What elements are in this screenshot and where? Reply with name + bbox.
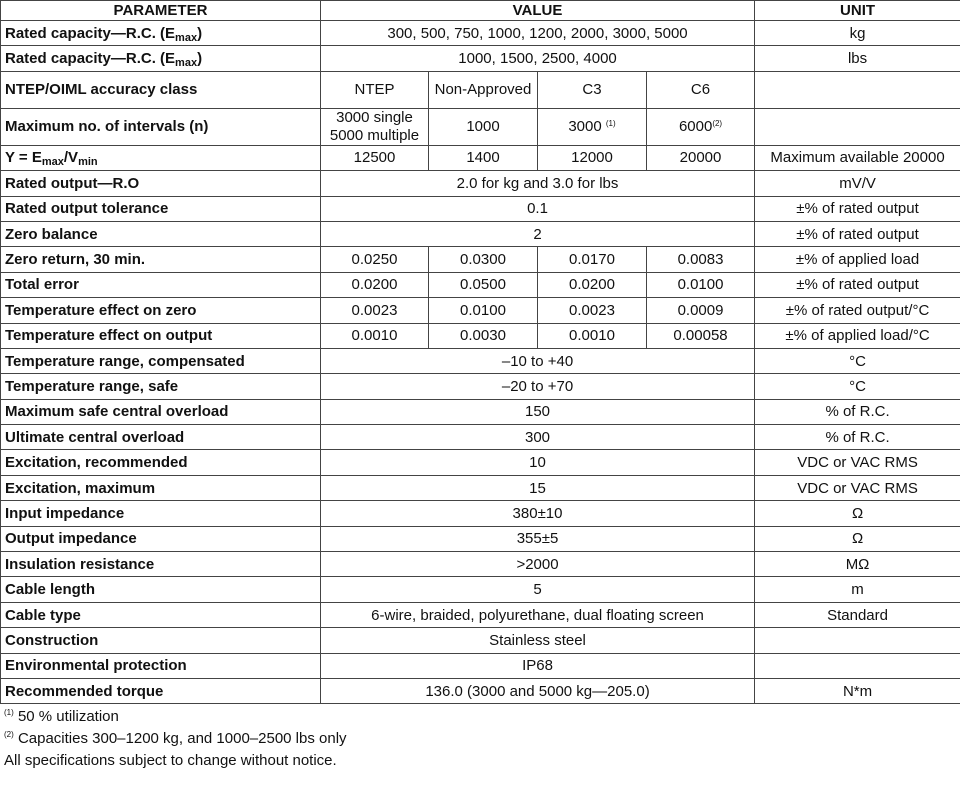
row-unit: ±% of rated output <box>755 272 960 297</box>
table-row <box>1 171 960 196</box>
row-value: 0.0500 <box>429 272 538 297</box>
row-value: 0.0030 <box>429 323 538 348</box>
row-value: 2.0 for kg and 3.0 for lbs <box>321 171 755 196</box>
row-value: C3 <box>538 71 647 108</box>
row-value: 6000$^{(2)}$ <box>647 108 755 145</box>
row-value: 300, 500, 750, 1000, 1200, 2000, 3000, 5000 <box>321 21 755 46</box>
row-label: Input impedance <box>1 501 321 526</box>
footnote-1: $^{(1)}$ 50 % utilization <box>4 708 119 726</box>
table-row <box>1 221 960 246</box>
header-unit: UNIT <box>755 1 960 21</box>
row-label: Temperature range, compensated <box>1 348 321 373</box>
row-value: 380±10 <box>321 501 755 526</box>
table-row <box>1 374 960 399</box>
row-label: Excitation, recommended <box>1 450 321 475</box>
row-value: 0.00058 <box>647 323 755 348</box>
row-value: 2 <box>321 221 755 246</box>
row-unit: °C <box>755 374 960 399</box>
row-value: 0.1 <box>321 196 755 221</box>
row-unit: % of R.C. <box>755 399 960 424</box>
row-value: 0.0010 <box>538 323 647 348</box>
row-unit: N*m <box>755 678 960 703</box>
table-row <box>1 450 960 475</box>
row-unit <box>755 108 960 145</box>
table-row <box>1 348 960 373</box>
row-value: –20 to +70 <box>321 374 755 399</box>
row-unit: Ω <box>755 526 960 551</box>
table-row <box>1 46 960 71</box>
footnotes <box>0 706 960 772</box>
row-value: –10 to +40 <box>321 348 755 373</box>
row-unit: lbs <box>755 46 960 71</box>
row-label: Insulation resistance <box>1 552 321 577</box>
table-row <box>1 628 960 653</box>
row-value: 0.0200 <box>321 272 429 297</box>
row-value: 0.0023 <box>321 298 429 323</box>
row-unit: °C <box>755 348 960 373</box>
table-row <box>1 577 960 602</box>
row-label: Ultimate central overload <box>1 425 321 450</box>
row-unit: ±% of rated output/°C <box>755 298 960 323</box>
row-value: 0.0009 <box>647 298 755 323</box>
row-unit: mV/V <box>755 171 960 196</box>
row-value: 0.0250 <box>321 247 429 272</box>
row-value: 0.0100 <box>647 272 755 297</box>
row-unit: ±% of applied load <box>755 247 960 272</box>
table-row <box>1 653 960 678</box>
table-row <box>1 399 960 424</box>
row-label: Excitation, maximum <box>1 475 321 500</box>
row-value: 5 <box>321 577 755 602</box>
row-unit: ±% of rated output <box>755 196 960 221</box>
row-label: NTEP/OIML accuracy class <box>1 71 321 108</box>
row-unit: VDC or VAC RMS <box>755 475 960 500</box>
row-value: IP68 <box>321 653 755 678</box>
row-unit: ±% of applied load/°C <box>755 323 960 348</box>
row-value: 15 <box>321 475 755 500</box>
row-value: 0.0170 <box>538 247 647 272</box>
row-value: 0.0083 <box>647 247 755 272</box>
row-value: 0.0200 <box>538 272 647 297</box>
row-value: 0.0023 <box>538 298 647 323</box>
row-unit: Standard <box>755 602 960 627</box>
table-row <box>1 602 960 627</box>
row-value: C6 <box>647 71 755 108</box>
header-value: VALUE <box>321 1 755 21</box>
row-unit: MΩ <box>755 552 960 577</box>
footnote-mark: (1) <box>605 118 616 128</box>
table-row <box>1 247 960 272</box>
row-label: $Y = E_{max}/V_{min}$ <box>1 145 321 170</box>
table-row <box>1 108 960 145</box>
row-label: Maximum safe central overload <box>1 399 321 424</box>
row-label: Maximum no. of intervals (n) <box>1 108 321 145</box>
row-label: Rated output—R.O <box>1 171 321 196</box>
table-row <box>1 425 960 450</box>
row-value: 1400 <box>429 145 538 170</box>
table-row <box>1 145 960 170</box>
row-label: Cable type <box>1 602 321 627</box>
row-value: 1000 <box>429 108 538 145</box>
disclaimer: All specifications subject to change without notice. <box>4 752 337 770</box>
row-value: 3000 single 5000 multiple <box>321 108 429 145</box>
row-label: Temperature effect on output <box>1 323 321 348</box>
table-row <box>1 552 960 577</box>
footnote-mark: (2) <box>712 118 723 128</box>
row-value: 12000 <box>538 145 647 170</box>
row-unit: Maximum available 20000 <box>755 145 960 170</box>
table-row <box>1 501 960 526</box>
row-label: Output impedance <box>1 526 321 551</box>
row-value: 10 <box>321 450 755 475</box>
row-label: Zero return, 30 min. <box>1 247 321 272</box>
row-value: 0.0300 <box>429 247 538 272</box>
row-label: Recommended torque <box>1 678 321 703</box>
row-unit: VDC or VAC RMS <box>755 450 960 475</box>
row-unit <box>755 653 960 678</box>
row-label: Construction <box>1 628 321 653</box>
row-label: Total error <box>1 272 321 297</box>
row-label: Zero balance <box>1 221 321 246</box>
row-value: 150 <box>321 399 755 424</box>
table-row <box>1 21 960 46</box>
table-row <box>1 298 960 323</box>
row-value: 300 <box>321 425 755 450</box>
row-label: Rated output tolerance <box>1 196 321 221</box>
row-unit: kg <box>755 21 960 46</box>
table-row <box>1 475 960 500</box>
row-value: 136.0 (3000 and 5000 kg—205.0) <box>321 678 755 703</box>
row-value: >2000 <box>321 552 755 577</box>
row-label: Rated capacity—R.C. $(E_{max})$ <box>1 46 321 71</box>
row-unit <box>755 71 960 108</box>
row-unit <box>755 628 960 653</box>
row-value: 20000 <box>647 145 755 170</box>
row-value: Non-Approved <box>429 71 538 108</box>
row-value: Stainless steel <box>321 628 755 653</box>
row-value: NTEP <box>321 71 429 108</box>
header-parameter: PARAMETER <box>1 1 321 21</box>
row-label: Cable length <box>1 577 321 602</box>
header-row <box>1 1 960 21</box>
row-label: Environmental protection <box>1 653 321 678</box>
row-value: 6-wire, braided, polyurethane, dual floating screen <box>321 602 755 627</box>
row-label: Temperature range, safe <box>1 374 321 399</box>
table-row <box>1 272 960 297</box>
row-value: 0.0100 <box>429 298 538 323</box>
row-value: 1000, 1500, 2500, 4000 <box>321 46 755 71</box>
table-row <box>1 323 960 348</box>
row-value: 355±5 <box>321 526 755 551</box>
table-row <box>1 526 960 551</box>
table-row <box>1 71 960 108</box>
row-unit: Ω <box>755 501 960 526</box>
footnote-2: $^{(2)}$ Capacities 300–1200 kg, and 1000–2500 lbs only <box>4 730 347 748</box>
row-unit: % of R.C. <box>755 425 960 450</box>
row-unit: ±% of rated output <box>755 221 960 246</box>
row-label: Temperature effect on zero <box>1 298 321 323</box>
row-unit: m <box>755 577 960 602</box>
row-value: 0.0010 <box>321 323 429 348</box>
row-value: 12500 <box>321 145 429 170</box>
row-value: 3000 $^{(1)}$ <box>538 108 647 145</box>
table-row <box>1 678 960 703</box>
row-label: Rated capacity—R.C. $(E_{max})$ <box>1 21 321 46</box>
table-row <box>1 196 960 221</box>
